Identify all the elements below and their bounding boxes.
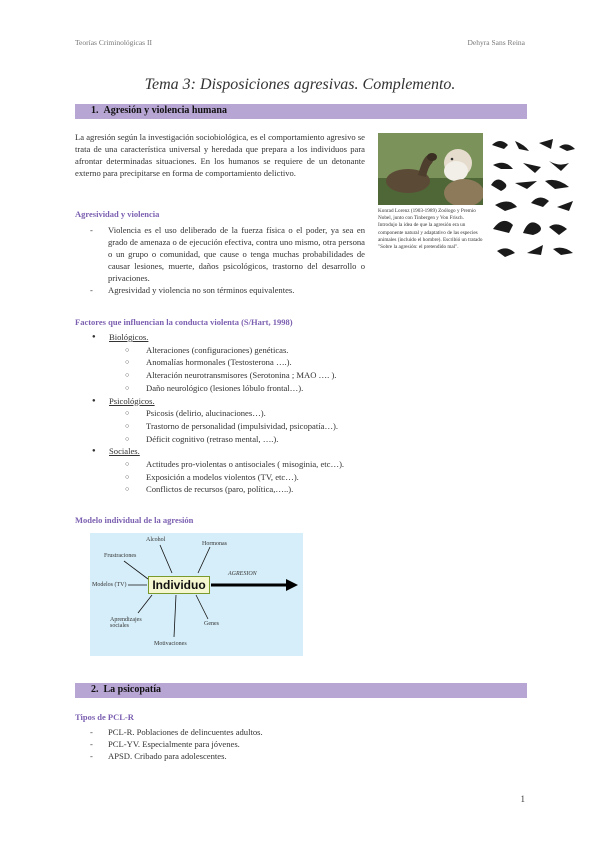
section-1-number: 1. — [91, 105, 99, 116]
list-item: - Violencia es el uso deliberado de la fuerza física o el poder, ya sea en grado de amenaza o de ejecución efectiva, contra uno mismo, otra persona o un grupo o comunidad, que cause o tenga muchas probabilidades de causar lesiones, muerte, daños psicológicos, trastorno del desarrollo o privaciones. — [90, 224, 365, 284]
factor-group-psicologicos: ● Psicológicos. — [92, 395, 392, 408]
list-item: ○ Trastorno de personalidad (impulsividad, psicopatía…). — [92, 420, 392, 433]
document-title: Tema 3: Disposiciones agresivas. Complemento. — [144, 76, 456, 93]
list-item: ○ Déficit cognitivo (retraso mental, ….). — [92, 433, 392, 446]
header-right: Dehyra Sans Reina — [467, 38, 525, 47]
label-genes: Genes — [204, 621, 219, 627]
factores-heading: Factores que influencian la conducta violenta (S/Hart, 1998) — [75, 317, 293, 327]
section-1-title: Agresión y violencia humana — [103, 105, 227, 116]
list-item: - PCL-YV. Especialmente para jóvenes. — [90, 738, 365, 750]
section-2-title: La psicopatía — [103, 684, 162, 695]
section-2-number: 2. — [91, 684, 99, 695]
label-alcohol: Alcohol — [146, 537, 166, 543]
aggression-model-diagram — [90, 533, 303, 656]
header-left: Teorías Criminológicas II — [75, 38, 152, 47]
photo-caption: Konrad Lorenz (1903-1989) Zoólogo y Premio Nobel, junto con Tinbergen y Von Frisch. Introdujo la idea de que la agresión era un componente natural y adaptativo de las especies animales (incluido el hombre). Escribió un tratado "Sobre la agresión: el pretendido mal". — [378, 208, 483, 251]
label-aprendizajes: Aprendizajes sociales — [110, 617, 142, 629]
factores-list — [92, 331, 392, 496]
label-hormonas: Hormonas — [202, 541, 227, 547]
section-1-heading — [75, 104, 527, 119]
list-item: ○ Alteración neurotransmisores (Serotonina ; MAO …. ). — [92, 369, 392, 382]
label-motivaciones: Motivaciones — [154, 641, 187, 647]
list-item: ○ Psicosis (delirio, alucinaciones…). — [92, 407, 392, 420]
tipos-list — [90, 726, 365, 762]
label-agresion: AGRESION — [228, 571, 257, 577]
list-item: - APSD. Cribado para adolescentes. — [90, 750, 365, 762]
agresividad-list — [90, 224, 365, 296]
individuo-box: Individuo — [148, 576, 210, 594]
label-modelos: Modelos (TV) — [92, 582, 127, 588]
factor-group-biologicos: ● Biológicos. — [92, 331, 392, 344]
bird-sketches-illustration — [487, 133, 579, 263]
lorenz-photo — [378, 133, 483, 205]
list-item: ○ Actitudes pro-violentas o antisociales ( misoginia, etc…). — [92, 458, 392, 471]
list-item: ○ Exposición a modelos violentos (TV, etc…). — [92, 471, 392, 484]
modelo-heading: Modelo individual de la agresión — [75, 515, 194, 525]
intro-paragraph: La agresión según la investigación sociobiológica, es el comportamiento agresivo se trata de una característica universal y heredada que prepara a los individuos para afrontar determinadas situaciones. En los humanos se requiere de un detonante externo para precipitarse en forma de comportamiento delictivo. — [75, 132, 365, 178]
list-item: ○ Daño neurológico (lesiones lóbulo frontal…). — [92, 382, 392, 395]
section-2-heading — [75, 683, 527, 698]
list-item: ○ Alteraciones (configuraciones) genéticas. — [92, 344, 392, 357]
label-frustraciones: Frustraciones — [104, 553, 137, 559]
agresividad-heading: Agresividad y violencia — [75, 209, 160, 219]
list-item: ○ Anomalías hormonales (Testosterona ….). — [92, 356, 392, 369]
list-item: ○ Conflictos de recursos (paro, política,…..). — [92, 483, 392, 496]
tipos-heading: Tipos de PCL-R — [75, 712, 134, 722]
page-number: 1 — [520, 794, 525, 804]
list-item: - Agresividad y violencia no son términos equivalentes. — [90, 284, 365, 296]
factor-group-sociales: ● Sociales. — [92, 445, 392, 458]
list-item: - PCL-R. Poblaciones de delincuentes adultos. — [90, 726, 365, 738]
